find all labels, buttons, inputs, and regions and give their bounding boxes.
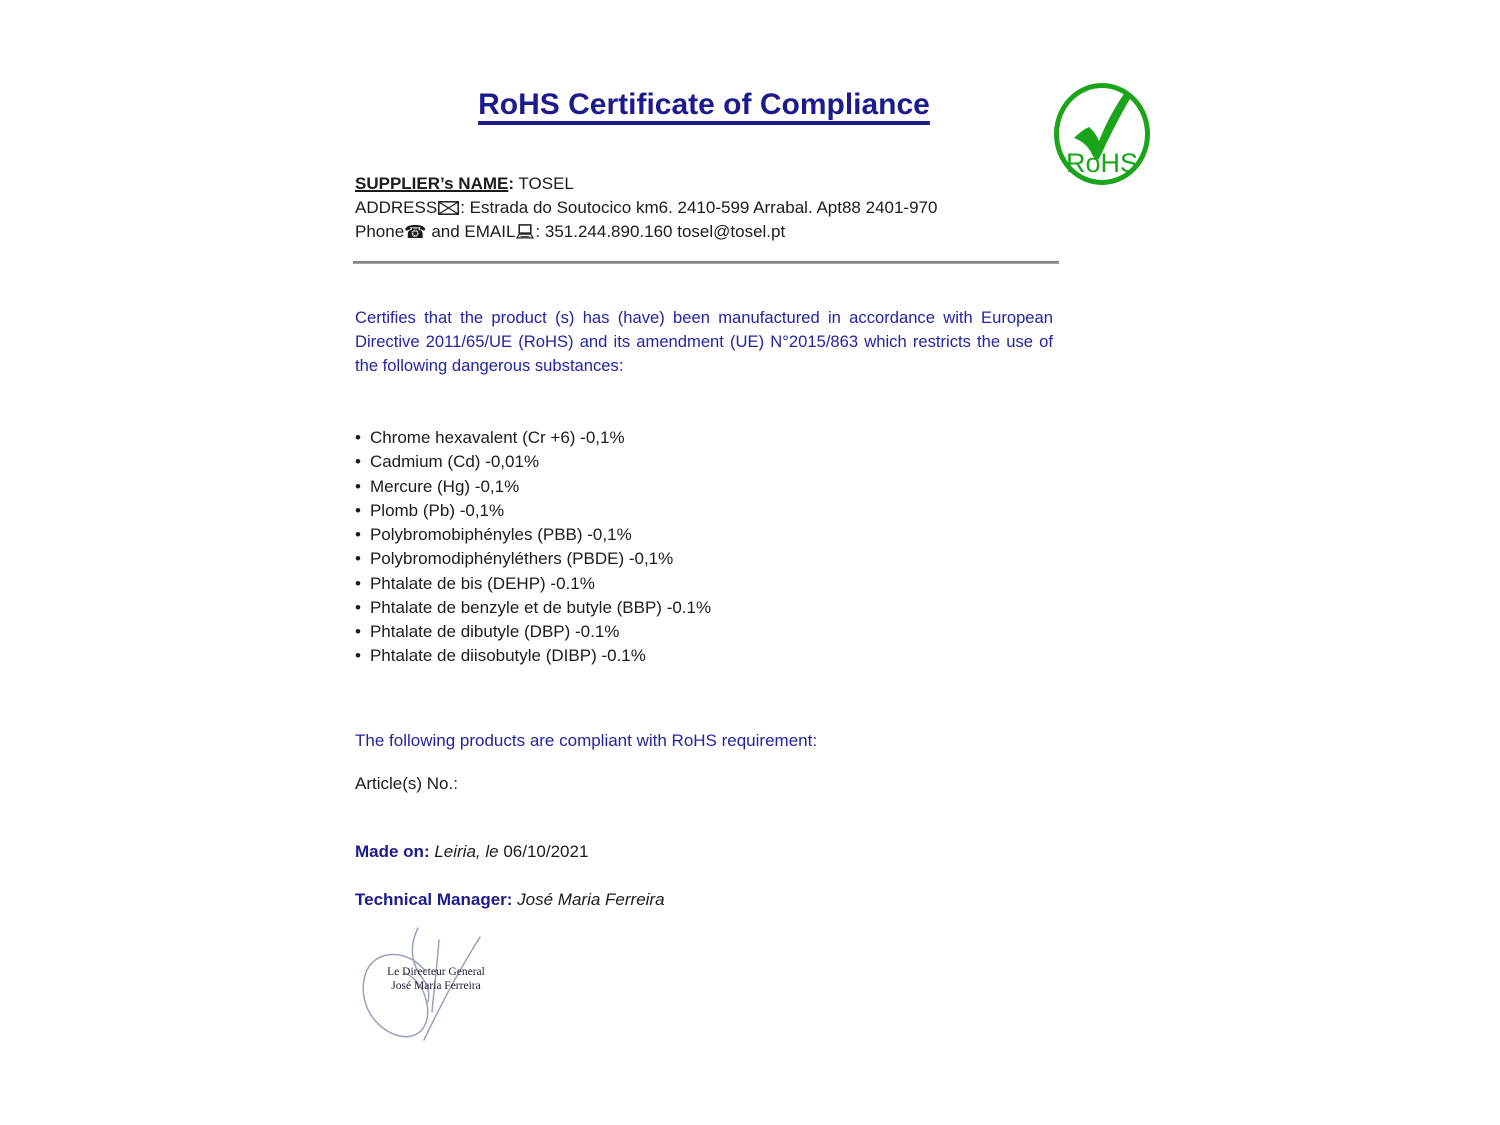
technical-manager-name: José Maria Ferreira	[512, 890, 665, 909]
list-item: • Phtalate de diisobutyle (DIBP) -0.1%	[355, 644, 711, 668]
phone-email-value: 351.244.890.160 tosel@tosel.pt	[544, 222, 786, 241]
made-on-place: Leiria, le	[429, 842, 504, 861]
logo-label: RoHS	[1065, 148, 1139, 178]
list-item: • Mercure (Hg) -0,1%	[355, 475, 711, 499]
list-item: • Chrome hexavalent (Cr +6) -0,1%	[355, 426, 711, 450]
technical-manager-label: Technical Manager:	[355, 890, 513, 909]
supplier-name-value: TOSEL	[514, 174, 574, 193]
list-item: • Polybromobiphényles (PBB) -0,1%	[355, 523, 711, 547]
technical-manager-line	[355, 890, 665, 910]
supplier-name-line: SUPPLIER’s NAME: TOSEL	[355, 174, 574, 193]
compliance-line: The following products are compliant with RoHS requirement:	[355, 731, 818, 750]
list-item: • Plomb (Pb) -0,1%	[355, 499, 711, 523]
certification-statement: Certifies that the product (s) has (have) been manufactured in accordance with European Directive 2011/65/UE (RoHS) and its amendment (UE) N°2015/863 which restricts the use of the following dangerous substances:	[355, 308, 1053, 375]
articles-label: Article(s) No.:	[355, 774, 458, 793]
supplier-phone-email-line: Phone☎ and EMAIL : 351.244.890.160 tosel@tosel.pt	[355, 222, 786, 243]
rohs-logo	[1052, 82, 1152, 186]
computer-icon	[516, 224, 534, 239]
supplier-block	[355, 172, 937, 245]
horizontal-divider	[353, 261, 1059, 264]
address-label: ADDRESS	[355, 198, 438, 217]
email-label: and EMAIL	[426, 222, 516, 241]
list-item: • Cadmium (Cd) -0,01%	[355, 450, 711, 474]
substance-list	[355, 426, 711, 669]
list-item: • Phtalate de bis (DEHP) -0.1%	[355, 572, 711, 596]
list-item: • Phtalate de benzyle et de butyle (BBP) -0.1%	[355, 596, 711, 620]
envelope-icon	[438, 201, 459, 215]
signature-text	[366, 966, 506, 993]
phone-label: Phone	[355, 222, 405, 241]
list-item: • Phtalate de dibutyle (DBP) -0.1%	[355, 620, 711, 644]
address-value: Estrada do Soutocico km6. 2410-599 Arrabal. Apt88 2401-970	[469, 198, 938, 217]
made-on-date: 06/10/2021	[503, 842, 589, 861]
made-on-line	[355, 842, 588, 862]
supplier-address-line: ADDRESS : Estrada do Soutocico km6. 2410-599 Arrabal. Apt88 2401-970	[355, 198, 938, 217]
signature-line1: Le Directeur General	[387, 966, 485, 978]
made-on-label: Made on:	[355, 842, 430, 861]
signature-line2: José Maria Ferreira	[391, 979, 481, 992]
page-title: RoHS Certificate of Compliance	[478, 88, 930, 121]
phone-icon: ☎	[404, 222, 427, 243]
list-item: • Polybromodiphényléthers (PBDE) -0,1%	[355, 547, 711, 571]
supplier-name-label: SUPPLIER’s NAME	[355, 174, 509, 193]
